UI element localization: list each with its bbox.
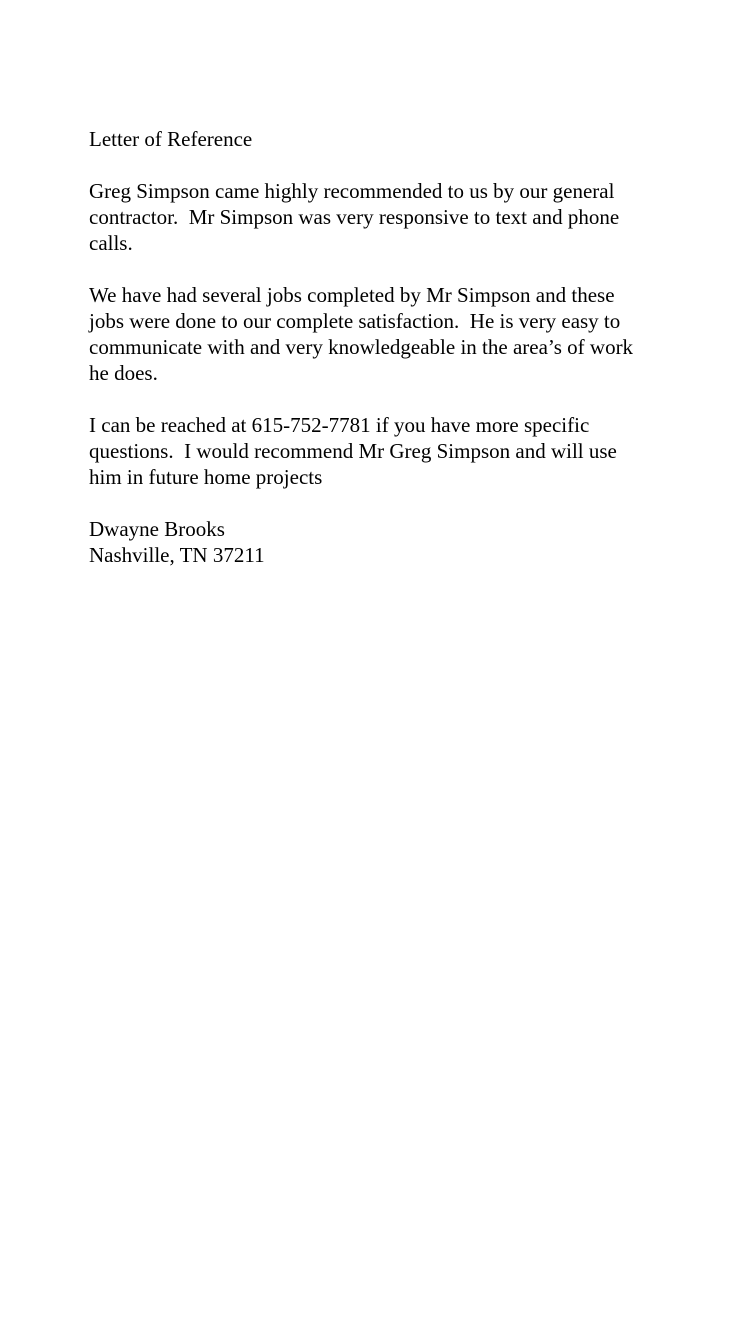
paragraph-line: Greg Simpson came highly recommended to us by our general: [89, 179, 615, 203]
paragraph-line: he does.: [89, 361, 158, 385]
signature-location: Nashville, TN 37211: [89, 543, 265, 567]
paragraph-line: jobs were done to our complete satisfaction. He is very easy to: [89, 309, 621, 333]
paragraph-line: We have had several jobs completed by Mr Simpson and these: [89, 283, 615, 307]
signature-block: [89, 516, 689, 568]
letter-title: Letter of Reference: [89, 127, 253, 151]
letter-paragraph-3: [89, 412, 689, 490]
signature-name: Dwayne Brooks: [89, 517, 225, 541]
paragraph-line: him in future home projects: [89, 465, 323, 489]
letter-paragraph-2: [89, 282, 689, 386]
letter-body: [89, 126, 689, 568]
paragraph-line: communicate with and very knowledgeable in the area’s of work: [89, 335, 634, 359]
letter-paragraph-1: [89, 178, 689, 256]
paragraph-line: contractor. Mr Simpson was very responsive to text and phone: [89, 205, 620, 229]
paragraph-line: I can be reached at 615-752-7781 if you have more specific: [89, 413, 590, 437]
paragraph-line: calls.: [89, 231, 133, 255]
paragraph-line: questions. I would recommend Mr Greg Simpson and will use: [89, 439, 617, 463]
